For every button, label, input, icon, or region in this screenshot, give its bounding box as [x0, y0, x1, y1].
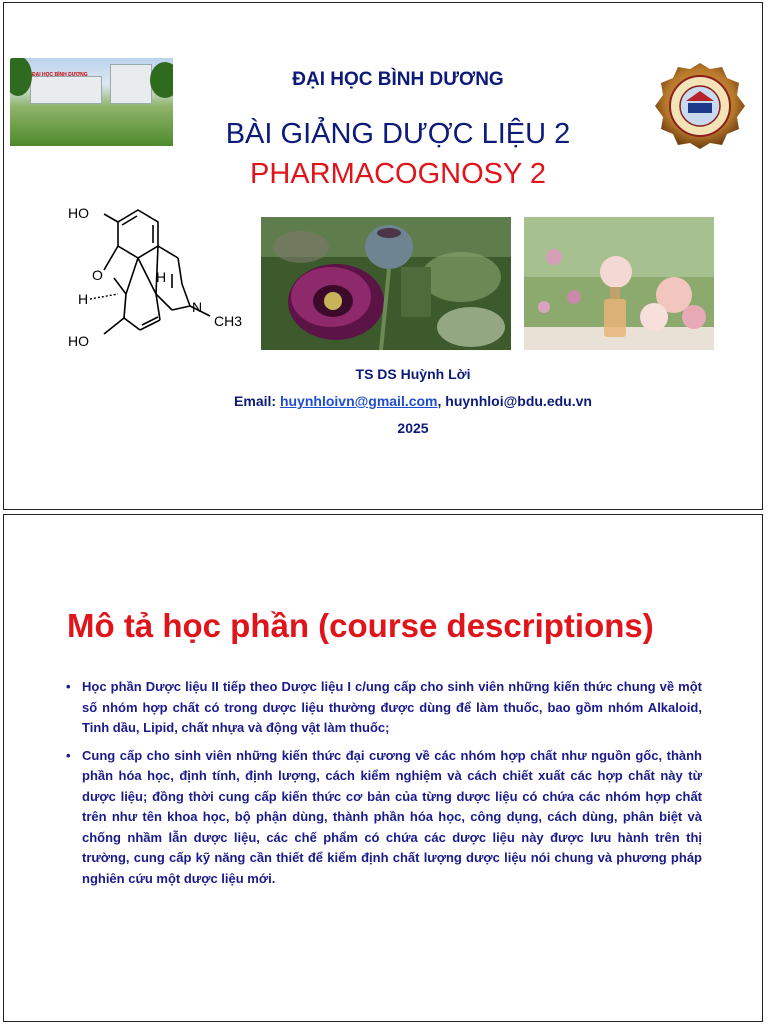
label-ho-bottom: HO — [68, 333, 89, 349]
label-oxygen: O — [92, 267, 103, 283]
email-label: Email: — [234, 393, 280, 409]
title-slide — [3, 2, 763, 510]
bullet-text: Học phần Dược liệu II tiếp theo Dược liệu I c/ung cấp cho sinh viên những kiến thức chung về một số nhóm hợp chất có trong dược liệu thường được dùng để làm thuốc, bao gồm nhóm Alkaloid, Tinh dầu, Lipid, chất nhựa và động vật làm thuốc; — [82, 679, 702, 735]
bullet-icon: • — [66, 747, 71, 763]
author-name: TS DS Huỳnh Lời — [355, 366, 471, 382]
university-seal-logo — [652, 61, 748, 151]
email-link[interactable]: huynhloivn@gmail.com — [279, 393, 438, 409]
lecture-title: BÀI GIẢNG DƯỢC LIỆU 2 — [225, 118, 571, 150]
bullet-text: Cung cấp cho sinh viên những kiến thức đại cương về các nhóm hợp chất như nguồn gốc, thành phần hóa học, định tính, định lượng, cách kiểm nghiệm và cách chiết xuất các hợp chất này từ dược liệu; đồng thời cung cấp kiến thức cơ bản của từng dược liệu có chứa các nhóm hợp chất trên như tên khoa học, bộ phận dùng, thành phần hóa học, công dụng, cách dùng, phân biệt và chống nhầm lẫn dược liệu, các chế phẩm có chứa các dược liệu này được lưu hành trên thị trường, cung cấp kỹ năng cần thiết để kiểm định chất lượng dược liệu nói chung và phương pháp nghiên cứu một dược liệu mới. — [82, 747, 702, 886]
university-name: ĐẠI HỌC BÌNH DƯƠNG — [292, 69, 504, 90]
label-ho-top: HO — [68, 205, 89, 221]
label-nitrogen: N — [192, 299, 203, 315]
list-item — [66, 677, 702, 739]
label-h-left: H — [78, 291, 89, 307]
email-line — [4, 393, 762, 409]
morphine-structure-diagram — [60, 198, 250, 358]
campus-sign: ĐẠI HỌC BÌNH DƯƠNG — [32, 72, 88, 78]
label-h-mid: H — [156, 269, 167, 285]
email-secondary: huynhloi@bdu.edu.vn — [445, 393, 592, 409]
lecture-subtitle: PHARMACOGNOSY 2 — [250, 158, 546, 190]
list-item — [66, 746, 702, 890]
course-description-slide — [3, 514, 763, 1022]
slide-heading: Mô tả học phần (course descriptions) — [67, 607, 654, 644]
year: 2025 — [397, 420, 429, 436]
bullet-icon: • — [66, 679, 71, 694]
flowers-perfume-photo — [524, 217, 714, 350]
email-separator: , — [437, 393, 446, 409]
label-methyl: CH3 — [214, 313, 243, 329]
bullet-list — [66, 677, 702, 896]
opium-poppy-photo — [261, 217, 511, 350]
